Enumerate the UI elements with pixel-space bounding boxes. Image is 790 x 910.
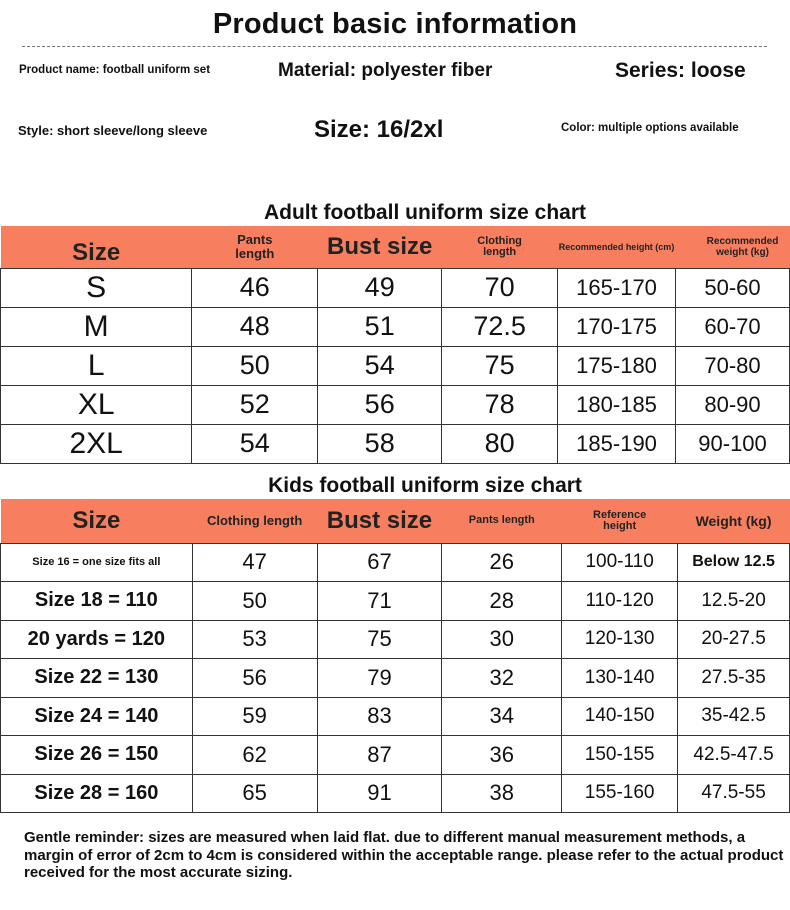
adult-header-size: Size (1, 226, 192, 268)
kids-cell-weight: 35-42.5 (678, 697, 790, 736)
adult-cell-pants-length: 52 (192, 385, 318, 424)
title-divider (22, 46, 767, 47)
kids-cell-clothing-length: 62 (192, 736, 317, 775)
kids-cell-clothing-length: 47 (192, 543, 317, 582)
adult-cell-clothing-length: 75 (442, 346, 558, 385)
adult-header-weight: Recommended weight (kg) (676, 226, 790, 268)
adult-cell-bust: 56 (318, 385, 442, 424)
adult-cell-bust: 54 (318, 346, 442, 385)
adult-table-row (1, 346, 790, 385)
adult-table-row (1, 307, 790, 346)
adult-cell-pants-length: 54 (192, 424, 318, 463)
adult-cell-weight: 60-70 (676, 307, 790, 346)
kids-cell-bust: 83 (317, 697, 442, 736)
series-info: Series: loose (615, 59, 746, 82)
kids-header-row (1, 499, 790, 543)
kids-cell-pants-length: 28 (442, 582, 562, 621)
kids-cell-height: 130-140 (562, 659, 678, 698)
kids-cell-clothing-length: 65 (192, 774, 317, 813)
adult-cell-pants-length: 48 (192, 307, 318, 346)
adult-cell-bust: 49 (318, 268, 442, 307)
kids-cell-height: 110-120 (562, 582, 678, 621)
kids-size-table (0, 499, 790, 813)
adult-table-row (1, 424, 790, 463)
kids-cell-clothing-length: 56 (192, 659, 317, 698)
adult-cell-pants-length: 46 (192, 268, 318, 307)
kids-cell-bust: 79 (317, 659, 442, 698)
adult-cell-height: 165-170 (558, 268, 676, 307)
kids-cell-size: Size 24 = 140 (1, 697, 193, 736)
adult-cell-weight: 90-100 (676, 424, 790, 463)
kids-cell-pants-length: 32 (442, 659, 562, 698)
kids-table-row (1, 620, 790, 659)
adult-chart-title: Adult football uniform size chart (263, 201, 586, 224)
adult-header-height: Recommended height (cm) (558, 226, 676, 268)
kids-cell-weight: 42.5-47.5 (678, 736, 790, 775)
kids-cell-clothing-length: 53 (192, 620, 317, 659)
adult-cell-size: S (1, 268, 192, 307)
adult-size-table (0, 226, 790, 464)
kids-cell-pants-length: 36 (442, 736, 562, 775)
kids-cell-size: Size 26 = 150 (1, 736, 193, 775)
adult-header-row (1, 226, 790, 268)
kids-table-row (1, 736, 790, 775)
adult-header-bust: Bust size (318, 226, 442, 268)
adult-cell-height: 185-190 (558, 424, 676, 463)
kids-cell-pants-length: 26 (442, 543, 562, 582)
material-info: Material: polyester fiber (278, 60, 493, 81)
kids-cell-height: 120-130 (562, 620, 678, 659)
kids-cell-weight: 20-27.5 (678, 620, 790, 659)
adult-cell-clothing-length: 72.5 (442, 307, 558, 346)
gentle-reminder: Gentle reminder: sizes are measured when laid flat. due to different manual measurement methods, a margin of error of 2cm to 4cm is considered within the acceptable range. please refer to the actual product received for the most accurate sizing. (24, 829, 784, 881)
kids-cell-bust: 67 (317, 543, 442, 582)
kids-cell-clothing-length: 59 (192, 697, 317, 736)
adult-cell-clothing-length: 78 (442, 385, 558, 424)
adult-cell-bust: 58 (318, 424, 442, 463)
kids-cell-height: 140-150 (562, 697, 678, 736)
kids-header-clothing-length: Clothing length (192, 499, 317, 543)
kids-cell-bust: 91 (317, 774, 442, 813)
kids-header-weight: Weight (kg) (678, 499, 790, 543)
kids-cell-height: 155-160 (562, 774, 678, 813)
adult-cell-size: M (1, 307, 192, 346)
adult-cell-clothing-length: 70 (442, 268, 558, 307)
kids-table-row (1, 543, 790, 582)
adult-table-row (1, 268, 790, 307)
kids-cell-clothing-length: 50 (192, 582, 317, 621)
adult-cell-clothing-length: 80 (442, 424, 558, 463)
size-info: Size: 16/2xl (314, 116, 444, 143)
style-info: Style: short sleeve/long sleeve (18, 123, 208, 138)
kids-chart-title: Kids football uniform size chart (268, 474, 582, 497)
adult-table-row (1, 385, 790, 424)
color-info: Color: multiple options available (561, 122, 739, 134)
kids-header-height: Reference height (562, 499, 678, 543)
adult-cell-height: 175-180 (558, 346, 676, 385)
kids-cell-height: 150-155 (562, 736, 678, 775)
adult-header-pants-length: Pants length (192, 226, 318, 268)
kids-cell-pants-length: 30 (442, 620, 562, 659)
kids-cell-height: 100-110 (562, 543, 678, 582)
adult-cell-height: 180-185 (558, 385, 676, 424)
kids-table-row (1, 659, 790, 698)
adult-cell-size: 2XL (1, 424, 192, 463)
kids-header-size: Size (1, 499, 193, 543)
adult-cell-pants-length: 50 (192, 346, 318, 385)
kids-cell-size: 20 yards = 120 (1, 620, 193, 659)
kids-cell-pants-length: 34 (442, 697, 562, 736)
kids-table-row (1, 697, 790, 736)
kids-cell-size: Size 18 = 110 (1, 582, 193, 621)
kids-cell-bust: 87 (317, 736, 442, 775)
product-name-info: Product name: football uniform set (19, 64, 211, 76)
page-title: Product basic information (212, 8, 578, 40)
adult-cell-height: 170-175 (558, 307, 676, 346)
adult-cell-size: L (1, 346, 192, 385)
kids-cell-size: Size 22 = 130 (1, 659, 193, 698)
kids-cell-weight: Below 12.5 (678, 543, 790, 582)
adult-cell-size: XL (1, 385, 192, 424)
adult-cell-weight: 50-60 (676, 268, 790, 307)
kids-cell-weight: 12.5-20 (678, 582, 790, 621)
kids-header-bust: Bust size (317, 499, 442, 543)
kids-cell-pants-length: 38 (442, 774, 562, 813)
adult-header-clothing-length: Clothing length (442, 226, 558, 268)
kids-header-pants-length: Pants length (442, 499, 562, 543)
kids-cell-weight: 27.5-35 (678, 659, 790, 698)
kids-table-row (1, 582, 790, 621)
kids-table-row (1, 774, 790, 813)
kids-cell-bust: 75 (317, 620, 442, 659)
kids-cell-size: Size 28 = 160 (1, 774, 193, 813)
adult-cell-weight: 80-90 (676, 385, 790, 424)
adult-cell-bust: 51 (318, 307, 442, 346)
kids-cell-weight: 47.5-55 (678, 774, 790, 813)
kids-cell-size: Size 16 = one size fits all (1, 543, 193, 582)
kids-cell-bust: 71 (317, 582, 442, 621)
adult-cell-weight: 70-80 (676, 346, 790, 385)
